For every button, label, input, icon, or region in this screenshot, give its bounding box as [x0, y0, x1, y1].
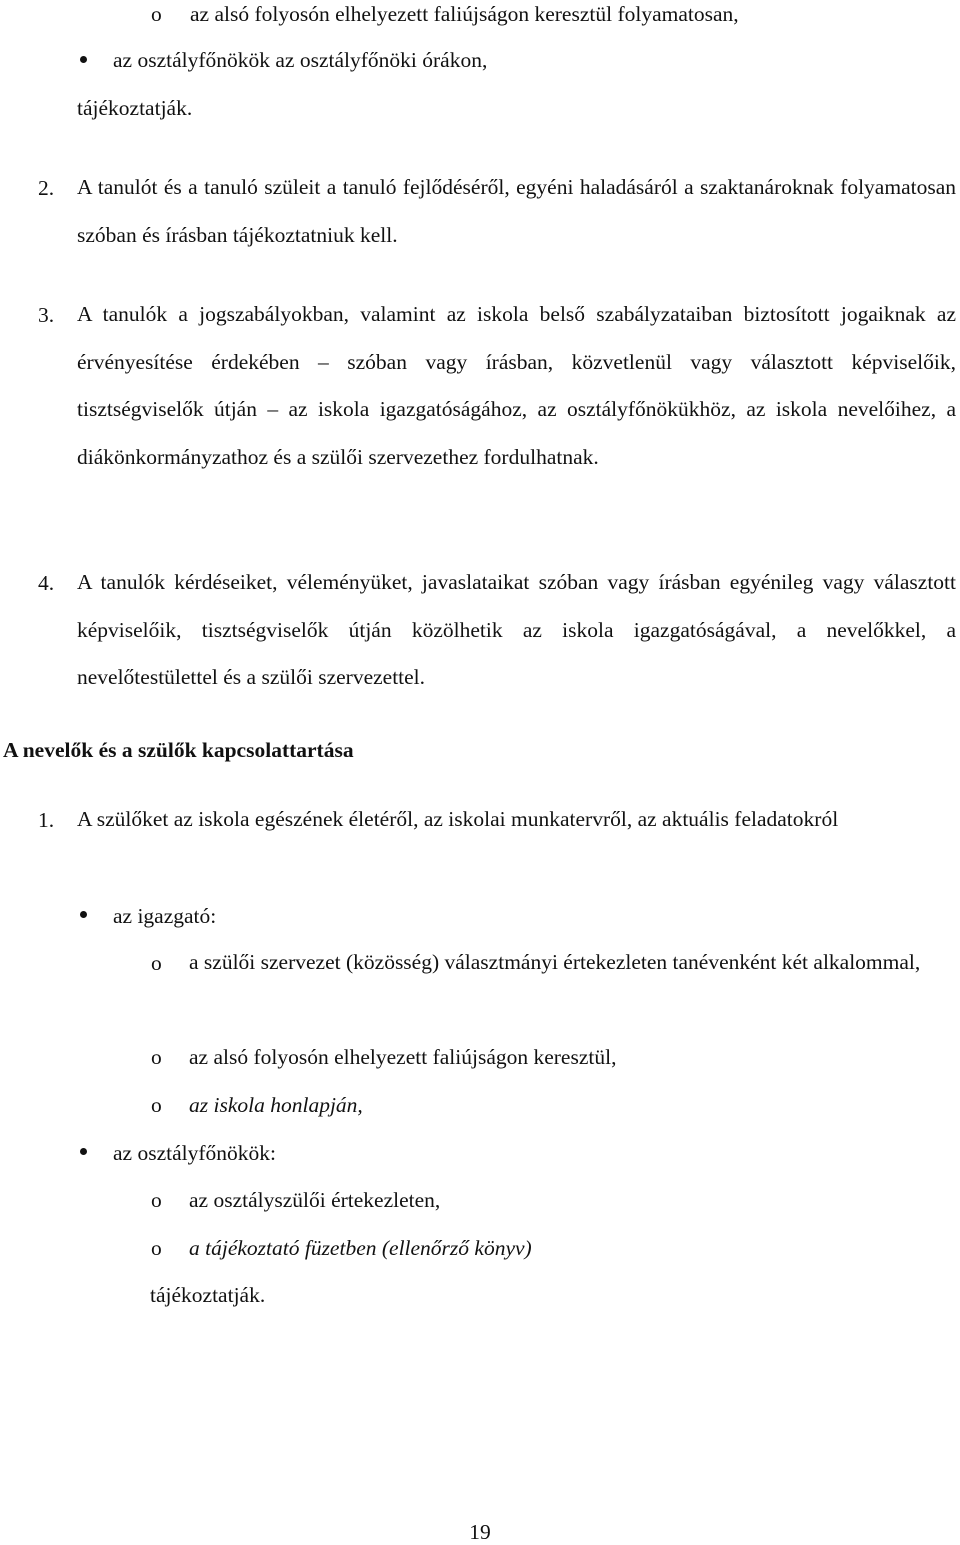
bullet-item-principal: az igazgató:	[113, 904, 217, 928]
sublist-marker: o	[151, 2, 162, 26]
section-heading: A nevelők és a szülők kapcsolattartása	[3, 738, 354, 762]
list-number: 3.	[38, 303, 55, 327]
bullet-item: az osztályfőnökök az osztályfőnöki órákon,	[113, 48, 488, 72]
bullet-dot	[80, 911, 87, 918]
sublist-marker: o	[151, 951, 162, 975]
sublist-marker: o	[151, 1093, 162, 1117]
sublist-item-parent-board: a szülői szervezet (közösség) választmányi értekezleten tanévenként két alkalommal,	[189, 950, 921, 974]
sublist-item-noticeboard: az alsó folyosón elhelyezett faliújságon keresztül,	[189, 1045, 617, 1069]
bullet-item-class-teachers: az osztályfőnökök:	[113, 1141, 276, 1165]
paragraph-item-4: A tanulók kérdéseiket, véleményüket, javaslataikat szóban vagy írásban egyénileg vagy választott képviselőik, tisztségviselők útján közölhetik az iskola igazgatóságával, a nevelőkkel, a nevelőtestülettel és a szülői szervezettel.	[77, 570, 956, 689]
sublist-item: az alsó folyosón elhelyezett faliújságon keresztül folyamatosan,	[190, 2, 739, 26]
list-number: 1.	[38, 808, 55, 832]
sublist-item-website: az iskola honlapján,	[189, 1093, 363, 1117]
sublist-item-parent-meeting: az osztályszülői értekezleten,	[189, 1188, 441, 1212]
sublist-marker: o	[151, 1188, 162, 1212]
sublist-marker: o	[151, 1045, 162, 1069]
bullet-dot	[80, 56, 87, 63]
closing-text: tájékoztatják.	[150, 1283, 266, 1307]
paragraph-section-item-1: A szülőket az iskola egészének életéről, az iskolai munkatervről, az aktuális feladatokról	[77, 807, 839, 831]
paragraph-item-3: A tanulók a jogszabályokban, valamint az iskola belső szabályzataiban biztosított jogaiknak az érvényesítése érdekében – szóban vagy írásban, közvetlenül vagy választott képviselőik, tisztségviselők útján – az iskola igazgatóságához, az osztályfőnökükhöz, az iskola nevelőihez, a diákönkormányzathoz és a szülői szervezethez fordulhatnak.	[77, 302, 956, 469]
bullet-dot	[80, 1148, 87, 1155]
paragraph-item-2: A tanulót és a tanuló szüleit a tanuló fejlődéséről, egyéni haladásáról a szaktanároknak folyamatosan szóban és írásban tájékoztatniuk kell.	[77, 175, 956, 247]
list-number: 2.	[38, 176, 55, 200]
list-number: 4.	[38, 571, 55, 595]
sublist-item-notebook: a tájékoztató füzetben (ellenőrző könyv)	[189, 1236, 532, 1260]
page-number: 19	[469, 1520, 491, 1544]
closing-text: tájékoztatják.	[77, 96, 193, 120]
sublist-marker: o	[151, 1236, 162, 1260]
